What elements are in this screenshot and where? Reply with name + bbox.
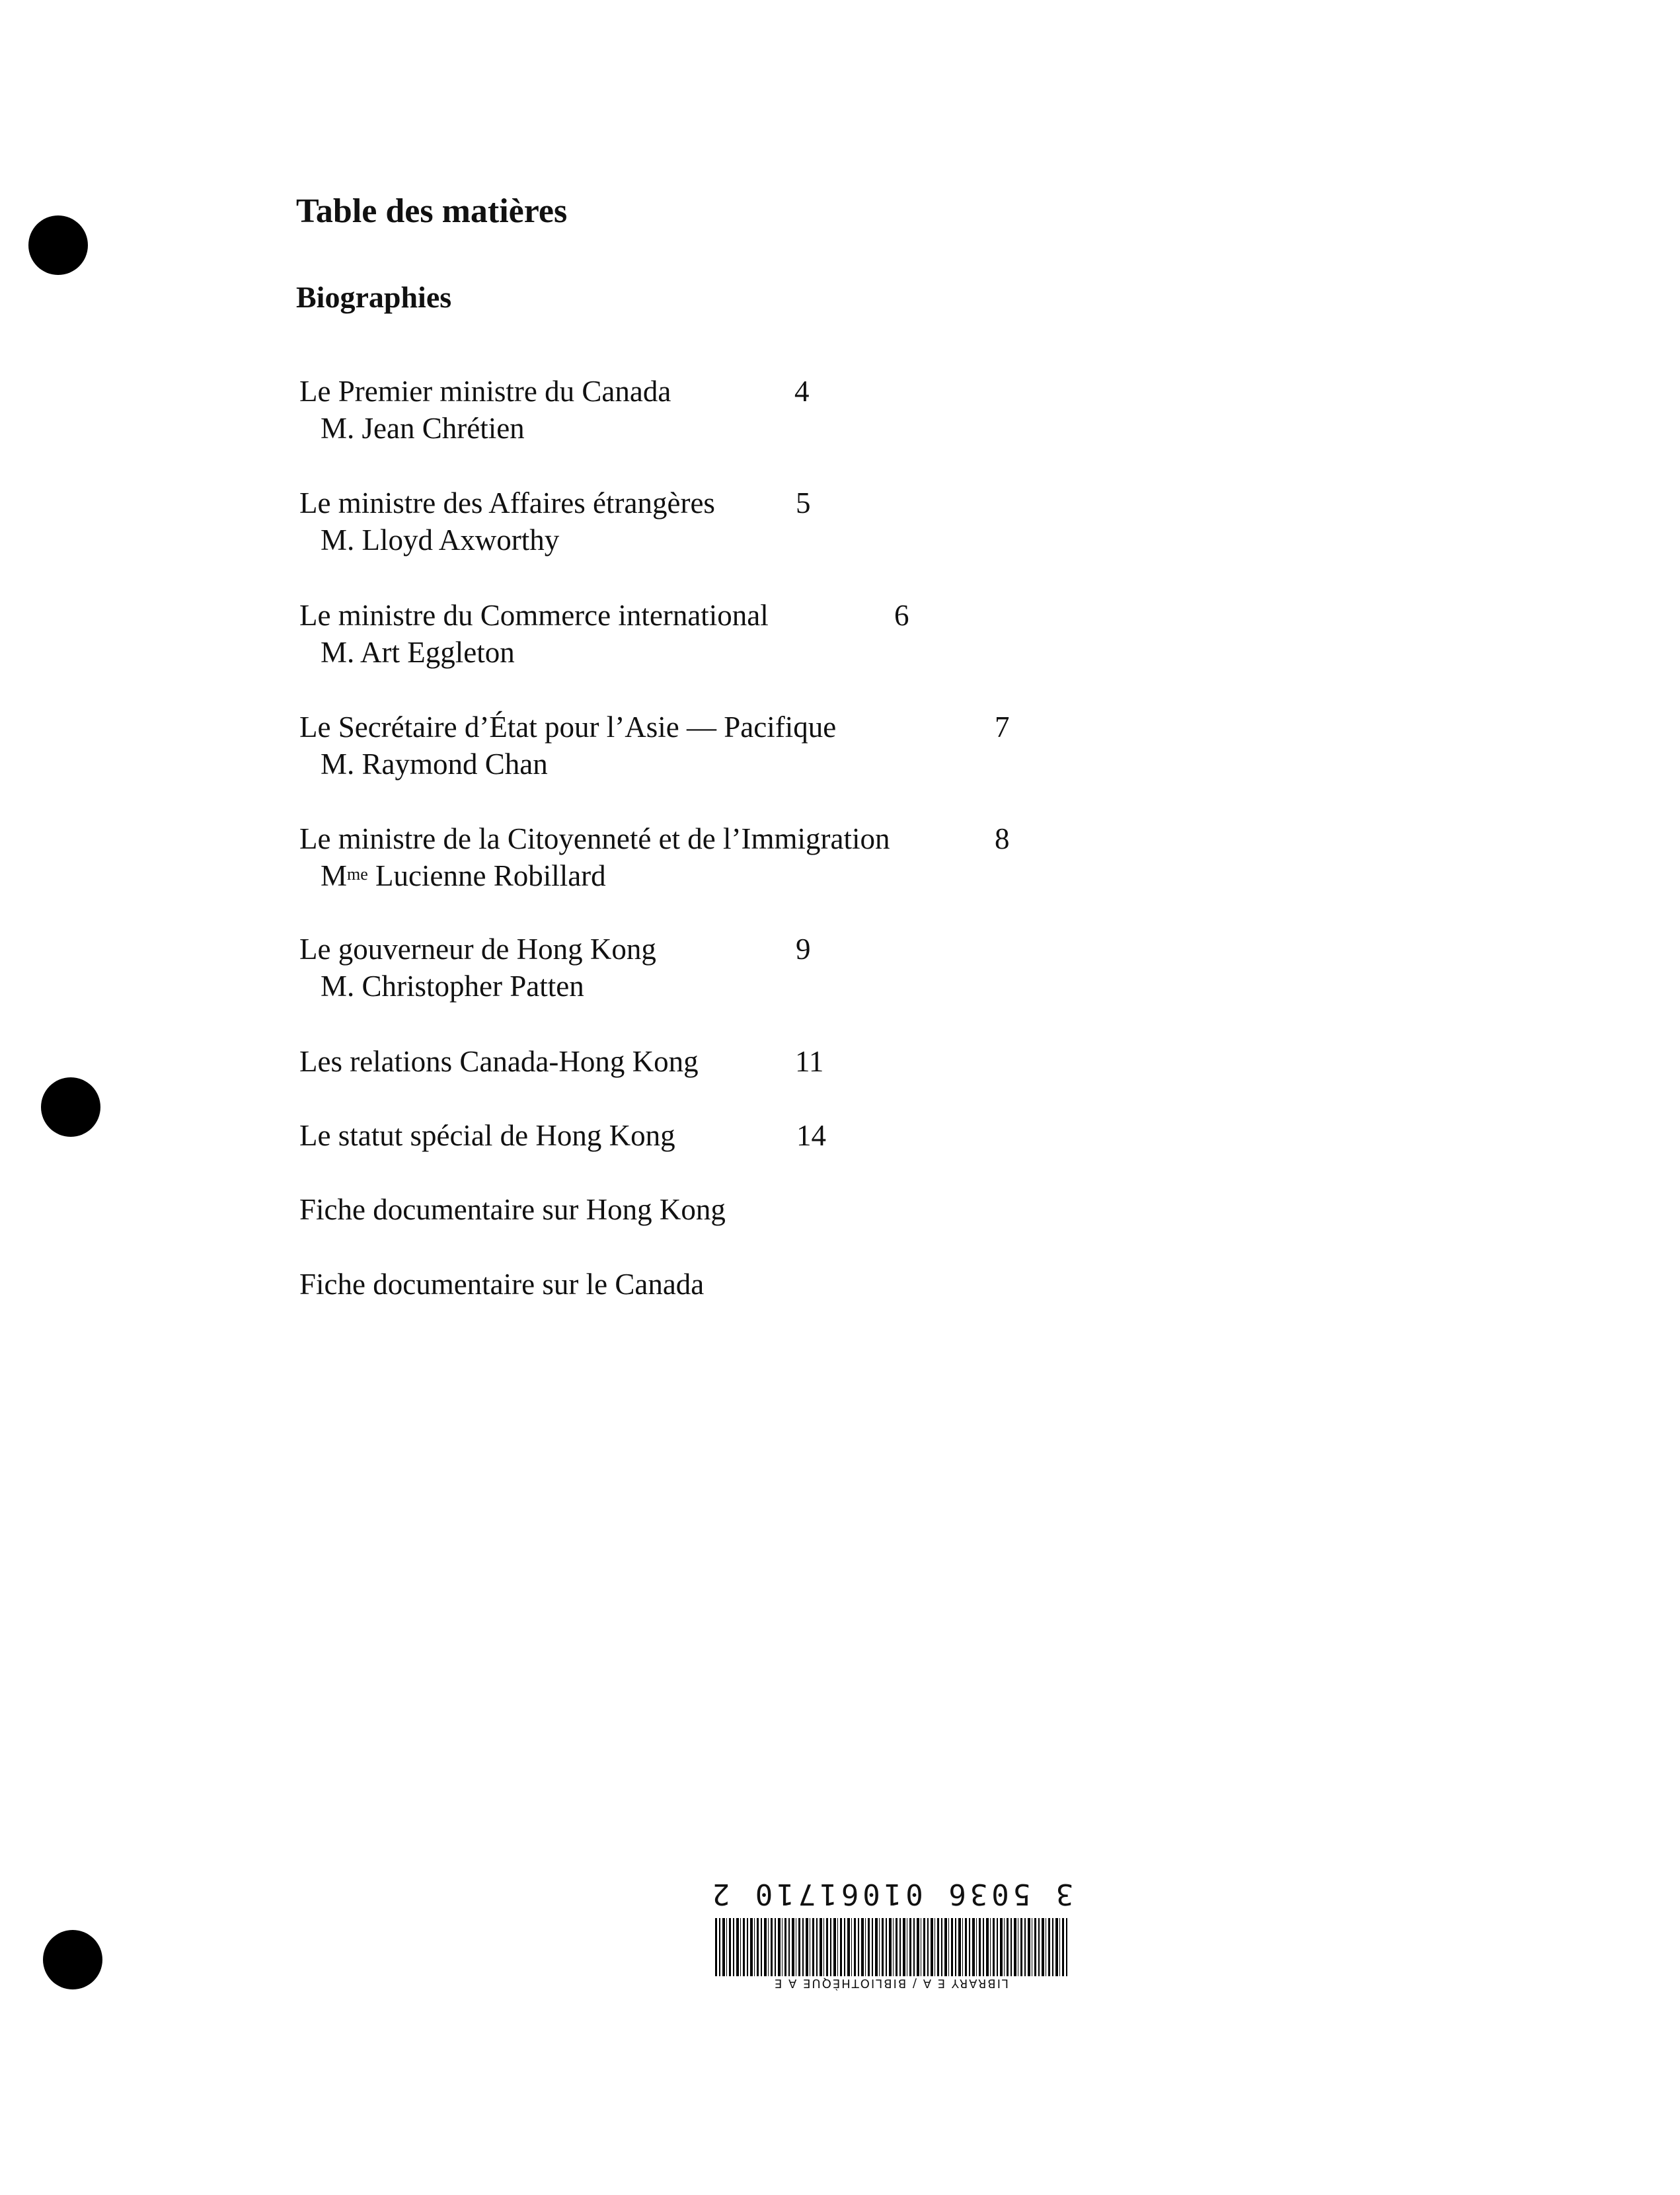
toc-entry-page: 5 xyxy=(796,486,811,520)
toc-entry-page: 7 xyxy=(995,711,1010,744)
toc-entry-person xyxy=(321,857,606,894)
toc-entry-title: Le ministre de la Citoyenneté et de l’Immigration xyxy=(299,822,890,855)
toc-entry-person: M. Raymond Chan xyxy=(321,748,548,781)
barcode-number: 3 5036 01061710 2 xyxy=(708,1877,1074,1911)
toc-entry-page: 11 xyxy=(795,1045,824,1078)
person-prefix: M xyxy=(321,859,348,892)
punch-hole-bottom xyxy=(43,1930,102,1989)
library-barcode xyxy=(706,1877,1076,2009)
toc-entry-title: Le statut spécial de Hong Kong xyxy=(299,1119,675,1152)
toc-entry-page: 6 xyxy=(894,599,909,632)
punch-hole-top xyxy=(28,215,88,275)
toc-entry-title: Le Premier ministre du Canada xyxy=(299,375,671,408)
toc-entry-page: 14 xyxy=(796,1119,826,1152)
toc-entry-title: Le ministre du Commerce international xyxy=(299,599,769,632)
toc-entry-title: Les relations Canada-Hong Kong xyxy=(299,1045,699,1078)
section-heading-biographies: Biographies xyxy=(296,280,452,314)
toc-entry-title: Fiche documentaire sur le Canada xyxy=(299,1268,705,1301)
person-name: Lucienne Robillard xyxy=(375,859,606,892)
toc-entry-title: Le Secrétaire d’État pour l’Asie — Pacifique xyxy=(299,711,837,744)
toc-entry-person: M. Lloyd Axworthy xyxy=(321,523,560,557)
barcode-library-text: LIBRARY E A / BIBLIOTHÈQUE A E xyxy=(773,1976,1009,1990)
toc-entry-person: M. Art Eggleton xyxy=(321,636,515,669)
barcode-bars xyxy=(715,1918,1069,1976)
toc-entry-title: Fiche documentaire sur Hong Kong xyxy=(299,1193,726,1226)
punch-hole-middle xyxy=(41,1077,100,1137)
toc-entry-page: 8 xyxy=(995,822,1010,855)
toc-entry-title: Le ministre des Affaires étrangères xyxy=(299,486,715,520)
toc-entry-title: Le gouverneur de Hong Kong xyxy=(299,933,656,966)
toc-entry-person: M. Jean Chrétien xyxy=(321,412,525,445)
toc-entry-page: 9 xyxy=(796,933,811,966)
toc-entry-page: 4 xyxy=(794,375,810,408)
person-prefix-superscript: me xyxy=(347,865,368,884)
toc-entry-person: M. Christopher Patten xyxy=(321,970,584,1003)
page-title: Table des matières xyxy=(296,192,568,230)
